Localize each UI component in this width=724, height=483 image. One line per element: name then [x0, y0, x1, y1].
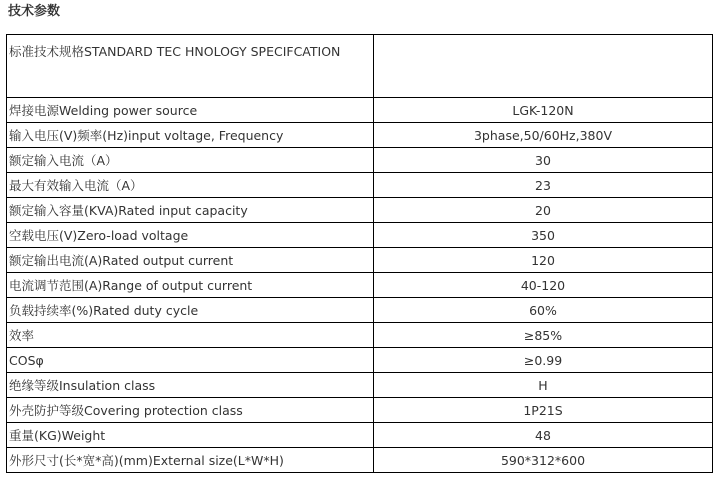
spec-value: ≥85%	[374, 323, 713, 348]
spec-value: 120	[374, 248, 713, 273]
spec-header-value	[374, 35, 713, 98]
spec-label: COSφ	[7, 348, 374, 373]
spec-value: 350	[374, 223, 713, 248]
table-row	[7, 273, 713, 298]
spec-label: 焊接电源Welding power source	[7, 98, 374, 123]
spec-label: 外壳防护等级Covering protection class	[7, 398, 374, 423]
table-row	[7, 348, 713, 373]
spec-value: 30	[374, 148, 713, 173]
spec-header-label: 标准技术规格STANDARD TEC HNOLOGY SPECIFCATION	[7, 35, 374, 98]
table-row	[7, 123, 713, 148]
spec-table	[6, 34, 713, 473]
table-row	[7, 373, 713, 398]
spec-value: 40-120	[374, 273, 713, 298]
table-row	[7, 198, 713, 223]
spec-label: 输入电压(V)频率(Hz)input voltage, Frequency	[7, 123, 374, 148]
page-title: 技术参数	[8, 4, 61, 19]
spec-value: LGK-120N	[374, 98, 713, 123]
spec-label: 电流调节范围(A)Range of output current	[7, 273, 374, 298]
spec-value: 590*312*600	[374, 448, 713, 473]
spec-label: 最大有效输入电流（A）	[7, 173, 374, 198]
table-header-row	[7, 35, 713, 98]
table-row	[7, 148, 713, 173]
spec-label: 负载持续率(%)Rated duty cycle	[7, 298, 374, 323]
spec-value: ≥0.99	[374, 348, 713, 373]
spec-value: 23	[374, 173, 713, 198]
spec-label: 效率	[7, 323, 374, 348]
table-row	[7, 398, 713, 423]
spec-value: 20	[374, 198, 713, 223]
table-row	[7, 248, 713, 273]
table-row	[7, 323, 713, 348]
table-row	[7, 173, 713, 198]
table-row	[7, 448, 713, 473]
table-row	[7, 223, 713, 248]
spec-value: 60%	[374, 298, 713, 323]
spec-label: 额定输入容量(KVA)Rated input capacity	[7, 198, 374, 223]
spec-label: 绝缘等级Insulation class	[7, 373, 374, 398]
spec-value: 3phase,50/60Hz,380V	[374, 123, 713, 148]
spec-label: 额定输出电流(A)Rated output current	[7, 248, 374, 273]
spec-value: 48	[374, 423, 713, 448]
spec-label: 额定输入电流（A）	[7, 148, 374, 173]
table-row	[7, 298, 713, 323]
spec-label: 重量(KG)Weight	[7, 423, 374, 448]
spec-value: H	[374, 373, 713, 398]
spec-label: 外形尺寸(长*宽*高)(mm)External size(L*W*H)	[7, 448, 374, 473]
table-row	[7, 423, 713, 448]
spec-value: 1P21S	[374, 398, 713, 423]
table-row	[7, 98, 713, 123]
spec-label: 空载电压(V)Zero-load voltage	[7, 223, 374, 248]
